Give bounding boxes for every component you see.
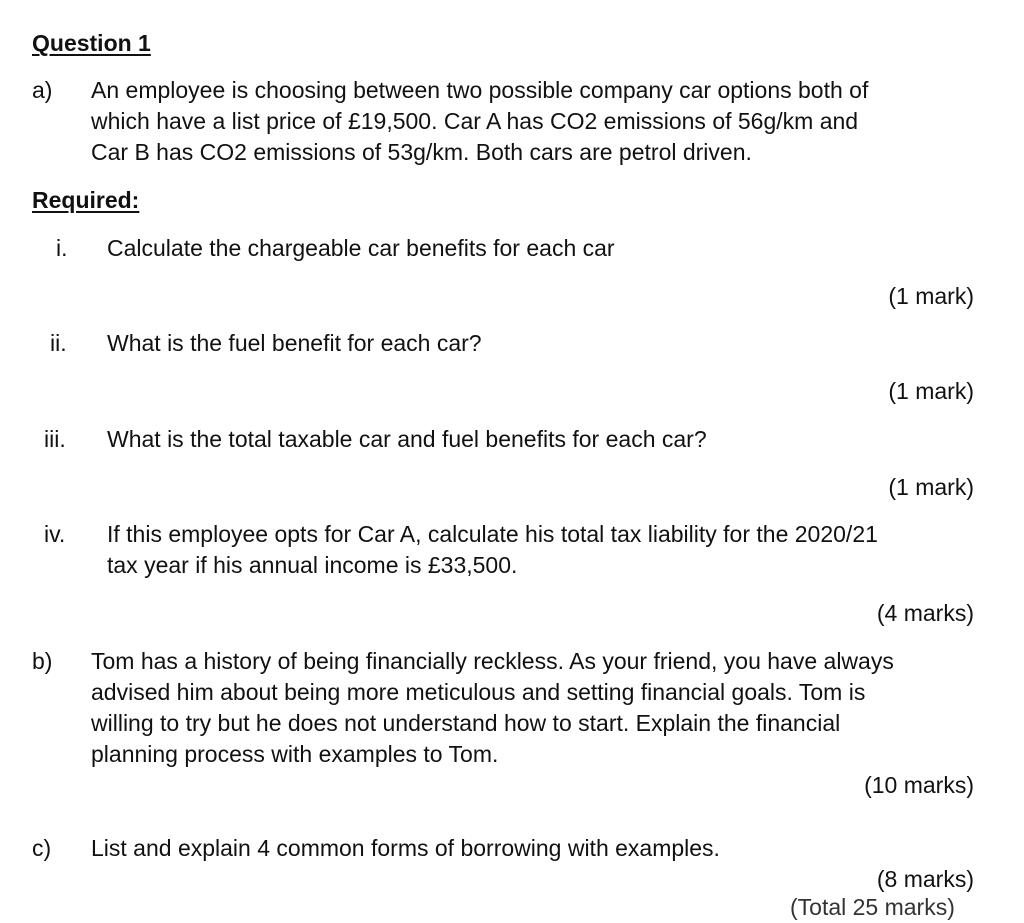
- part-b-marks: (10 marks): [864, 772, 974, 798]
- item-iv-numeral: iv.: [44, 521, 66, 547]
- part-a-label: a): [32, 77, 53, 103]
- item-iv-line-2: tax year if his annual income is £33,500.: [107, 552, 518, 578]
- required-heading: Required:: [32, 187, 140, 213]
- part-c-label: c): [32, 835, 52, 861]
- part-a-line-3: Car B has CO2 emissions of 53g/km. Both cars are petrol driven.: [91, 139, 752, 165]
- total-marks-cutoff: (Total 25 marks): [790, 894, 955, 920]
- item-i-numeral: i.: [56, 235, 68, 261]
- part-b-line-4: planning process with examples to Tom.: [91, 741, 499, 767]
- part-c-marks: (8 marks): [876, 866, 974, 892]
- item-i-text: Calculate the chargeable car benefits for each car: [107, 235, 615, 261]
- item-ii-marks: (1 mark): [888, 378, 974, 404]
- part-a-line-1: An employee is choosing between two possible company car options both of: [91, 77, 869, 103]
- part-b-label: b): [32, 648, 53, 674]
- item-iii-numeral: iii.: [44, 426, 66, 452]
- question-title: Question 1: [32, 30, 151, 56]
- item-ii-text: What is the fuel benefit for each car?: [107, 330, 482, 356]
- item-iii-marks: (1 mark): [888, 474, 974, 500]
- item-i-marks: (1 mark): [888, 283, 974, 309]
- part-a-line-2: which have a list price of £19,500. Car A has CO2 emissions of 56g/km and: [91, 108, 859, 134]
- item-ii-numeral: ii.: [50, 330, 67, 356]
- part-c-text: List and explain 4 common forms of borrowing with examples.: [91, 835, 720, 861]
- item-iii-text: What is the total taxable car and fuel benefits for each car?: [107, 426, 707, 452]
- part-b-line-3: willing to try but he does not understand how to start. Explain the financial: [91, 710, 841, 736]
- item-iv-marks: (4 marks): [876, 600, 974, 626]
- part-b-line-2: advised him about being more meticulous and setting financial goals. Tom is: [91, 679, 866, 705]
- part-b-line-1: Tom has a history of being financially reckless. As your friend, you have always: [91, 648, 894, 674]
- item-iv-line-1: If this employee opts for Car A, calculate his total tax liability for the 2020/21: [107, 521, 878, 547]
